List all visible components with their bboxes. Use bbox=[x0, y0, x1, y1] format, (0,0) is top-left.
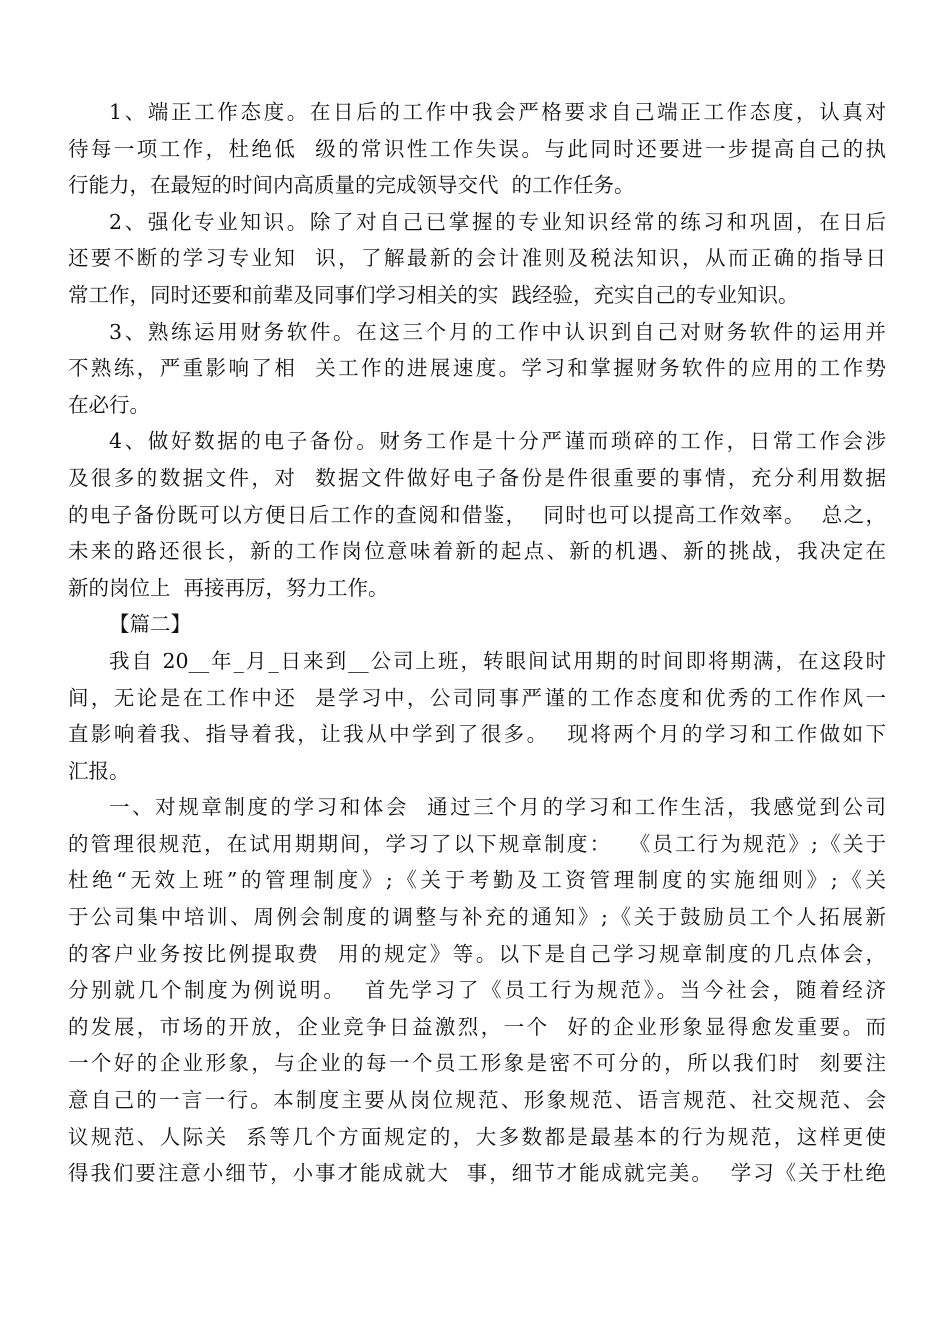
paragraph-6-line-10: 议规范、人际关 系等几个方面规定的，大多数都是最基本的行为规范，这样更使 bbox=[68, 1124, 886, 1149]
paragraph-4-line-3: 的电子备份既可以方便日后工作的查阅和借鉴， 同时也可以提高工作效率。 总之， bbox=[68, 502, 886, 527]
document-body bbox=[68, 94, 886, 1192]
paragraph-1-line-1: 1、端正工作态度。在日后的工作中我会严格要求自己端正工作态度，认真对 bbox=[109, 100, 886, 124]
paragraph-5-line-3: 直影响着我、指导着我，让我从中学到了很多。 现将两个月的学习和工作做如下 bbox=[68, 722, 886, 747]
paragraph-4-line-2: 及很多的数据文件，对 数据文件做好电子备份是件很重要的事情，充分利用数据 bbox=[68, 465, 886, 490]
paragraph-5-line-4: 汇报。 bbox=[68, 758, 130, 783]
paragraph-2-line-2: 还要不断的学习专业知 识，了解最新的会计准则及税法知识，从而正确的指导日 bbox=[68, 246, 886, 271]
paragraph-4-line-1: 4、做好数据的电子备份。财务工作是十分严谨而琐碎的工作，日常工作会涉 bbox=[109, 429, 886, 454]
paragraph-2-line-1: 2、强化专业知识。除了对自己已掌握的专业知识经常的练习和巩固，在日后 bbox=[109, 209, 886, 234]
paragraph-2-line-3: 常工作，同时还要和前辈及同事们学习相关的实 践经验，充实自己的专业知识。 bbox=[68, 282, 799, 307]
paragraph-3-line-2: 不熟练，严重影响了相 关工作的进展速度。学习和掌握财务软件的应用的工作势 bbox=[68, 356, 886, 381]
paragraph-1-line-2: 待每一项工作，杜绝低 级的常识性工作失误。与此同时还要进一步提高自己的执 bbox=[68, 136, 886, 161]
paragraph-4-line-5: 新的岗位上 再接再厉，努力工作。 bbox=[68, 575, 389, 600]
paragraph-6-line-11: 得我们要注意小细节，小事才能成就大 事，细节才能成就完美。 学习《关于杜绝 bbox=[68, 1161, 886, 1186]
section-heading: 【篇二】 bbox=[109, 612, 191, 637]
paragraph-6-line-2: 的管理很规范，在试用期期间，学习了以下规章制度： 《员工行为规范》;《关于 bbox=[68, 831, 886, 856]
paragraph-6-line-9: 意自己的一言一行。本制度主要从岗位规范、形象规范、语言规范、社交规范、会 bbox=[68, 1088, 886, 1113]
paragraph-5-line-2: 间，无论是在工作中还 是学习中，公司同事严谨的工作态度和优秀的工作作风一 bbox=[68, 685, 886, 710]
paragraph-1-line-3: 行能力，在最短的时间内高质量的完成领导交代 的工作任务。 bbox=[68, 173, 635, 198]
paragraph-6-line-8: 一个好的企业形象，与企业的每一个员工形象是密不可分的，所以我们时 刻要注 bbox=[68, 1051, 886, 1076]
paragraph-6-line-5: 的客户业务按比例提取费 用的规定》等。以下是自己学习规章制度的几点体会， bbox=[68, 941, 886, 966]
paragraph-6-line-3: 杜绝“无效上班”的管理制度》;《关于考勤及工资管理制度的实施细则》;《关 bbox=[68, 868, 886, 893]
paragraph-5-line-1: 我自 20__年_月_日来到__公司上班，转眼间试用期的时间即将期满，在这段时 bbox=[109, 648, 886, 673]
paragraph-3-line-3: 在必行。 bbox=[68, 392, 150, 417]
paragraph-6-line-7: 的发展，市场的开放，企业竞争日益激烈，一个 好的企业形象显得愈发重要。而 bbox=[68, 1014, 886, 1039]
paragraph-3-line-1: 3、熟练运用财务软件。在这三个月的工作中认识到自己对财务软件的运用并 bbox=[109, 319, 886, 344]
paragraph-6-line-1: 一、对规章制度的学习和体会 通过三个月的学习和工作生活，我感觉到公司 bbox=[109, 795, 886, 820]
paragraph-4-line-4: 未来的路还很长，新的工作岗位意味着新的起点、新的机遇、新的挑战，我决定在 bbox=[68, 539, 886, 564]
paragraph-6-line-6: 分别就几个制度为例说明。 首先学习了《员工行为规范》。当今社会，随着经济 bbox=[68, 978, 886, 1003]
paragraph-6-line-4: 于公司集中培训、周例会制度的调整与补充的通知》;《关于鼓励员工个人拓展新 bbox=[68, 905, 886, 930]
